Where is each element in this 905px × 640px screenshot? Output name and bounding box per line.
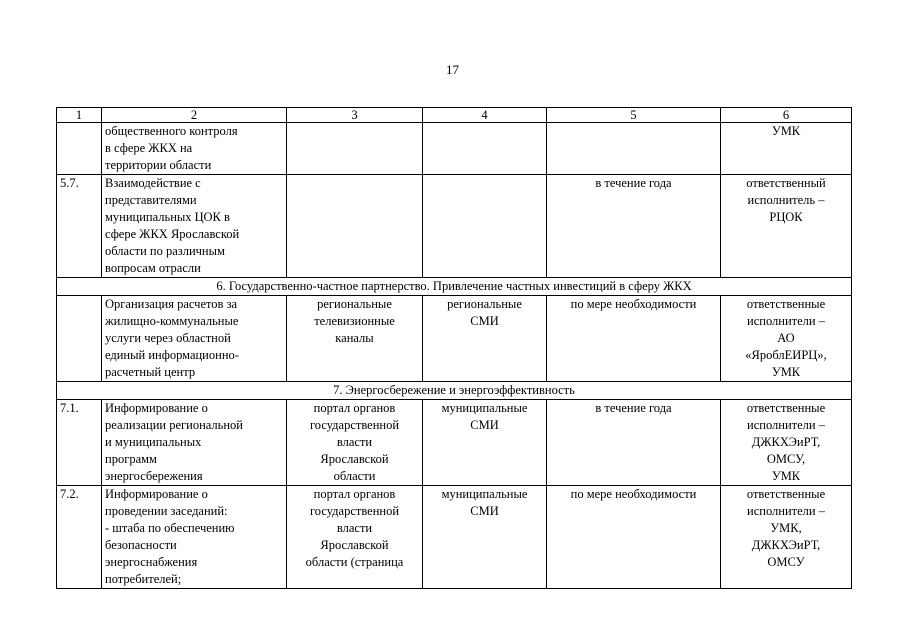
event-name-cell: общественного контроля в сфере ЖКХ на территории области xyxy=(102,123,287,175)
events-table xyxy=(56,107,852,589)
period-cell xyxy=(547,123,721,175)
table-row xyxy=(57,400,852,486)
header-cell-3: 3 xyxy=(287,108,423,123)
media-cell: региональные СМИ xyxy=(423,296,547,382)
event-name-cell: Информирование о проведении заседаний: - штаба по обеспечению безопасности энергоснабжения потребителей; xyxy=(102,486,287,589)
section-title: 6. Государственно-частное партнерство. Привлечение частных инвестиций в сферу ЖКХ xyxy=(57,278,852,296)
header-cell-4: 4 xyxy=(423,108,547,123)
channel-cell: портал органов государственной власти Ярославской области xyxy=(287,400,423,486)
header-row xyxy=(57,108,852,123)
table-row xyxy=(57,175,852,278)
table-body xyxy=(57,108,852,589)
row-number-cell xyxy=(57,296,102,382)
section-heading-row xyxy=(57,382,852,400)
event-name-cell: Взаимодействие с представителями муниципальных ЦОК в сфере ЖКХ Ярославской области по различным вопросам отрасли xyxy=(102,175,287,278)
header-cell-6: 6 xyxy=(721,108,852,123)
event-name-cell: Организация расчетов за жилищно-коммунальные услуги через областной единый информационно- расчетный центр xyxy=(102,296,287,382)
row-number-cell: 7.2. xyxy=(57,486,102,589)
channel-cell xyxy=(287,123,423,175)
executor-cell: ответственные исполнители – АО «ЯроблЕИРЦ», УМК xyxy=(721,296,852,382)
table-row xyxy=(57,486,852,589)
period-cell: по мере необходимости xyxy=(547,296,721,382)
header-cell-2: 2 xyxy=(102,108,287,123)
media-cell: муниципальные СМИ xyxy=(423,400,547,486)
period-cell: в течение года xyxy=(547,400,721,486)
section-title: 7. Энергосбережение и энергоэффективность xyxy=(57,382,852,400)
table-row xyxy=(57,123,852,175)
period-cell: в течение года xyxy=(547,175,721,278)
channel-cell xyxy=(287,175,423,278)
event-name-cell: Информирование о реализации региональной и муниципальных программ энергосбережения xyxy=(102,400,287,486)
media-cell xyxy=(423,123,547,175)
channel-cell: региональные телевизионные каналы xyxy=(287,296,423,382)
media-cell xyxy=(423,175,547,278)
header-cell-5: 5 xyxy=(547,108,721,123)
table-row xyxy=(57,296,852,382)
executor-cell: УМК xyxy=(721,123,852,175)
page-number: 17 xyxy=(446,62,459,77)
header-cell-1: 1 xyxy=(57,108,102,123)
executor-cell: ответственные исполнители – УМК, ДЖКХЭиРТ, ОМСУ xyxy=(721,486,852,589)
row-number-cell: 5.7. xyxy=(57,175,102,278)
row-number-cell: 7.1. xyxy=(57,400,102,486)
executor-cell: ответственные исполнители – ДЖКХЭиРТ, ОМСУ, УМК xyxy=(721,400,852,486)
row-number-cell xyxy=(57,123,102,175)
period-cell: по мере необходимости xyxy=(547,486,721,589)
channel-cell: портал органов государственной власти Ярославской области (страница xyxy=(287,486,423,589)
executor-cell: ответственный исполнитель – РЦОК xyxy=(721,175,852,278)
section-heading-row xyxy=(57,278,852,296)
media-cell: муниципальные СМИ xyxy=(423,486,547,589)
